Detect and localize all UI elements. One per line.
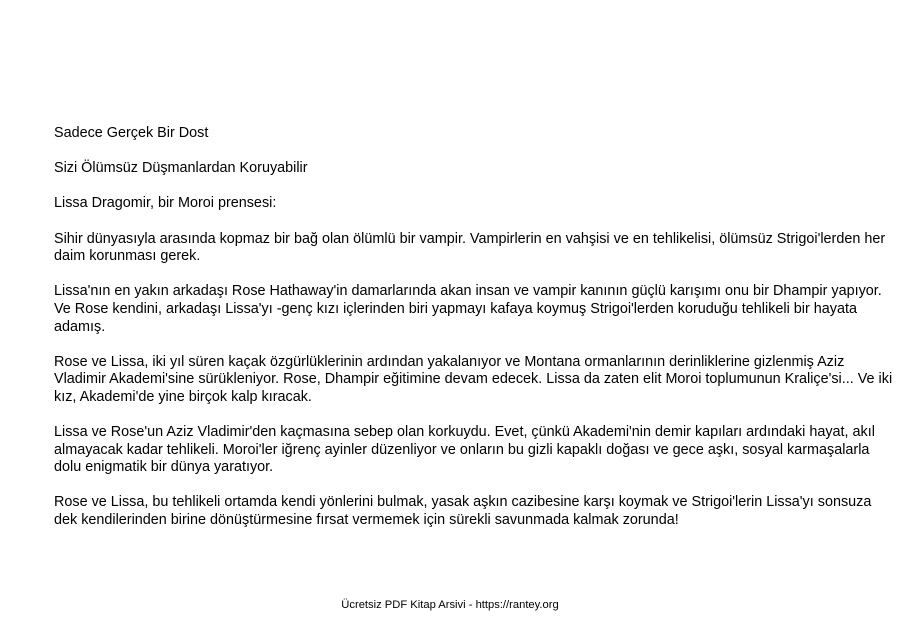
document-body [54,125,898,547]
paragraph: Sihir dünyasıyla arasında kopmaz bir bağ olan ölümlü bir vampir. Vampirlerin en vahşisi ve en tehlikelisi, ölümsüz Strigoi'lerden her daim korunması gerek. [54,230,886,265]
tagline-line-1: Sadece Gerçek Bir Dost [54,125,209,141]
paragraph: Lissa'nın en yakın arkadaşı Rose Hathaway'in damarlarında akan insan ve vampir kanının güçlü karışımı onu bir Dhampir yapıyor. Ve Rose kendini, arkadaşı Lissa'yı -genç kızı içlerinden biri yapmayı kafaya koymuş Strigoi'lerden koruduğu tehlikeli bir hayata adamış. [54,283,882,335]
paragraph: Lissa ve Rose'un Aziz Vladimir'den kaçmasına sebep olan korkuydu. Evet, çünkü Akademi'nin demir kapıları ardındaki hayat, akıl almayacak kadar tehlikeli. Moroi'ler iğrenç ayinler düzenliyor ve onların bu gizli kapaklı doğası ve gece aşkı, sosyal karmaşalarla dolu enigmatik bir dünya yaratıyor. [54,424,875,476]
paragraph: Rose ve Lissa, bu tehlikeli ortamda kendi yönlerini bulmak, yasak aşkın cazibesine karşı koymak ve Strigoi'lerin Lissa'yı sonsuza dek kendilerinden birine dönüştürmesine fırsat vermemek için sürekli savunmada kalmak zorunda! [54,494,872,529]
page-footer: Ücretsiz PDF Kitap Arsivi - https://rantey.org [341,599,559,611]
tagline-line-2: Sizi Ölümsüz Düşmanlardan Koruyabilir [54,160,308,177]
paragraph: Rose ve Lissa, iki yıl süren kaçak özgürlüklerinin ardından yakalanıyor ve Montana ormanlarının derinliklerine gizlenmiş Aziz Vladimir Akademi'sine sürükleniyor. Rose, Dhampir eğitimine devam edecek. Lissa da zaten elit Moroi toplumunun Kraliçe'si... Ve iki kız, Akademi'de yine birçok kalp kıracak. [54,353,893,405]
paragraph: Lissa Dragomir, bir Moroi prensesi: [54,195,277,212]
